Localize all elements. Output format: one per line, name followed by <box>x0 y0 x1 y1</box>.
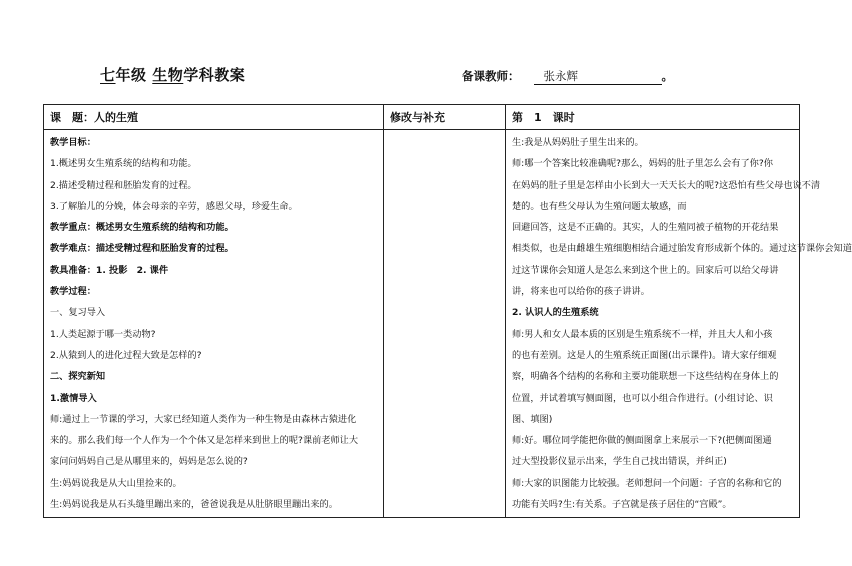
doc-type: 学科教案 <box>183 66 246 84</box>
text-line: 教学难点：描述受精过程和胚胎发育的过程。 <box>50 243 234 255</box>
text-line: 1.人类起源于哪一类动物? <box>50 328 156 340</box>
text-line: 一、复习导入 <box>50 307 106 319</box>
text-line: 1.激情导入 <box>50 392 97 404</box>
text-line: 的也有差别。这是人的生殖系统正面图(出示课件)。请大家仔细观 <box>512 349 777 361</box>
text-line: 生:我是从妈妈肚子里生出来的。 <box>512 137 644 148</box>
document-header <box>0 58 800 88</box>
text-line: 师:好。哪位同学能把你做的侧面图拿上来展示一下?(把侧面图通 <box>512 435 772 447</box>
teacher-label: 备课教师： <box>462 69 520 83</box>
text-line: 师:通过上一节课的学习，大家已经知道人类作为一种生物是由森林古猿进化 <box>50 413 357 425</box>
text-line: 3.了解胎儿的分娩，体会母亲的辛劳，感恩父母，珍爱生命。 <box>50 200 298 212</box>
text-line: 师:哪一个答案比较准确呢?那么，妈妈的肚子里怎么会有了你?你 <box>512 158 773 170</box>
lesson-content-cell <box>44 130 384 518</box>
text-line: 察，明确各个结构的名称和主要功能联想一下这些结构在身体上的 <box>512 371 779 383</box>
text-line: 位置，并试着填写侧面图，也可以小组合作进行。(小组讨论、识 <box>512 392 773 404</box>
period-header: 第 1 课时 <box>506 105 800 130</box>
text-line: 回避回答，这是不正确的。其实，人的生殖同被子植物的开花结果 <box>512 222 779 234</box>
lesson-content <box>44 130 383 517</box>
text-line: 教学重点：概述男女生殖系统的结构和功能。 <box>50 222 234 234</box>
grade-suffix: 年级 <box>115 66 147 84</box>
revision-notes-cell <box>384 130 506 518</box>
text-line: 讲，将来也可以给你的孩子讲讲。 <box>512 286 650 298</box>
text-line: 师:大家的识图能力比较强。老师想问一个问题：子宫的名称和它的 <box>512 477 782 489</box>
text-line: 过大型投影仪显示出来，学生自己找出错误，并纠正) <box>512 456 727 468</box>
lesson-content-continued-cell <box>506 130 852 518</box>
text-line: 教具准备：1. 投影 2. 课件 <box>50 264 169 276</box>
text-line: 家问问妈妈自己是从哪里来的，妈妈是怎么说的? <box>50 456 248 468</box>
topic-header: 课 题：人的生殖 <box>44 105 384 130</box>
text-line: 二、探究新知 <box>50 371 106 383</box>
text-line: 教学过程： <box>50 286 96 298</box>
revise-header: 修改与补充 <box>384 105 506 130</box>
text-line: 生:妈妈说我是从石头缝里蹦出来的，爸爸说我是从肚脐眼里蹦出来的。 <box>50 499 338 511</box>
text-line: 功能有关吗?生:有关系。子宫就是孩子居住的“宫殿”。 <box>512 499 732 511</box>
teacher-field <box>462 68 673 85</box>
text-line: 过这节课你会知道人是怎么来到这个世上的。回家后可以给父母讲 <box>512 264 779 276</box>
text-line: 来的。那么我们每一个人作为一个个体又是怎样来到世上的呢?课前老师让大 <box>50 435 359 447</box>
end-mark: 。 <box>661 69 673 83</box>
plan-title <box>100 64 245 85</box>
text-line: 在妈妈的肚子里是怎样由小长到大一天天长大的呢?这恐怕有些父母也说不清 <box>512 179 821 191</box>
text-line: 图、填图) <box>512 413 553 425</box>
text-line: 生:妈妈说我是从大山里捡来的。 <box>50 477 182 489</box>
text-line: 相类似，也是由雌雄生殖细胞相结合通过胎发育形成新个体的。通过这节课你会知道 <box>512 243 852 255</box>
text-line: 2.描述受精过程和胚胎发育的过程。 <box>50 179 197 191</box>
lesson-plan-table <box>43 104 852 518</box>
text-line: 1.概述男女生殖系统的结构和功能。 <box>50 158 197 170</box>
text-line: 2. 认识人的生殖系统 <box>512 307 599 319</box>
text-line: 教学目标： <box>50 137 96 148</box>
grade-value: 七 <box>100 66 116 84</box>
text-line: 2.从猿到人的进化过程大致是怎样的? <box>50 349 202 361</box>
subject-value: 生物 <box>152 66 184 84</box>
teacher-name: 张永辉 <box>534 68 662 85</box>
lesson-content-continued <box>506 130 852 517</box>
text-line: 师:男人和女人最本质的区别是生殖系统不一样，并且大人和小孩 <box>512 328 773 340</box>
text-line: 楚的。也有些父母认为生殖问题太敏感，而 <box>512 200 687 212</box>
